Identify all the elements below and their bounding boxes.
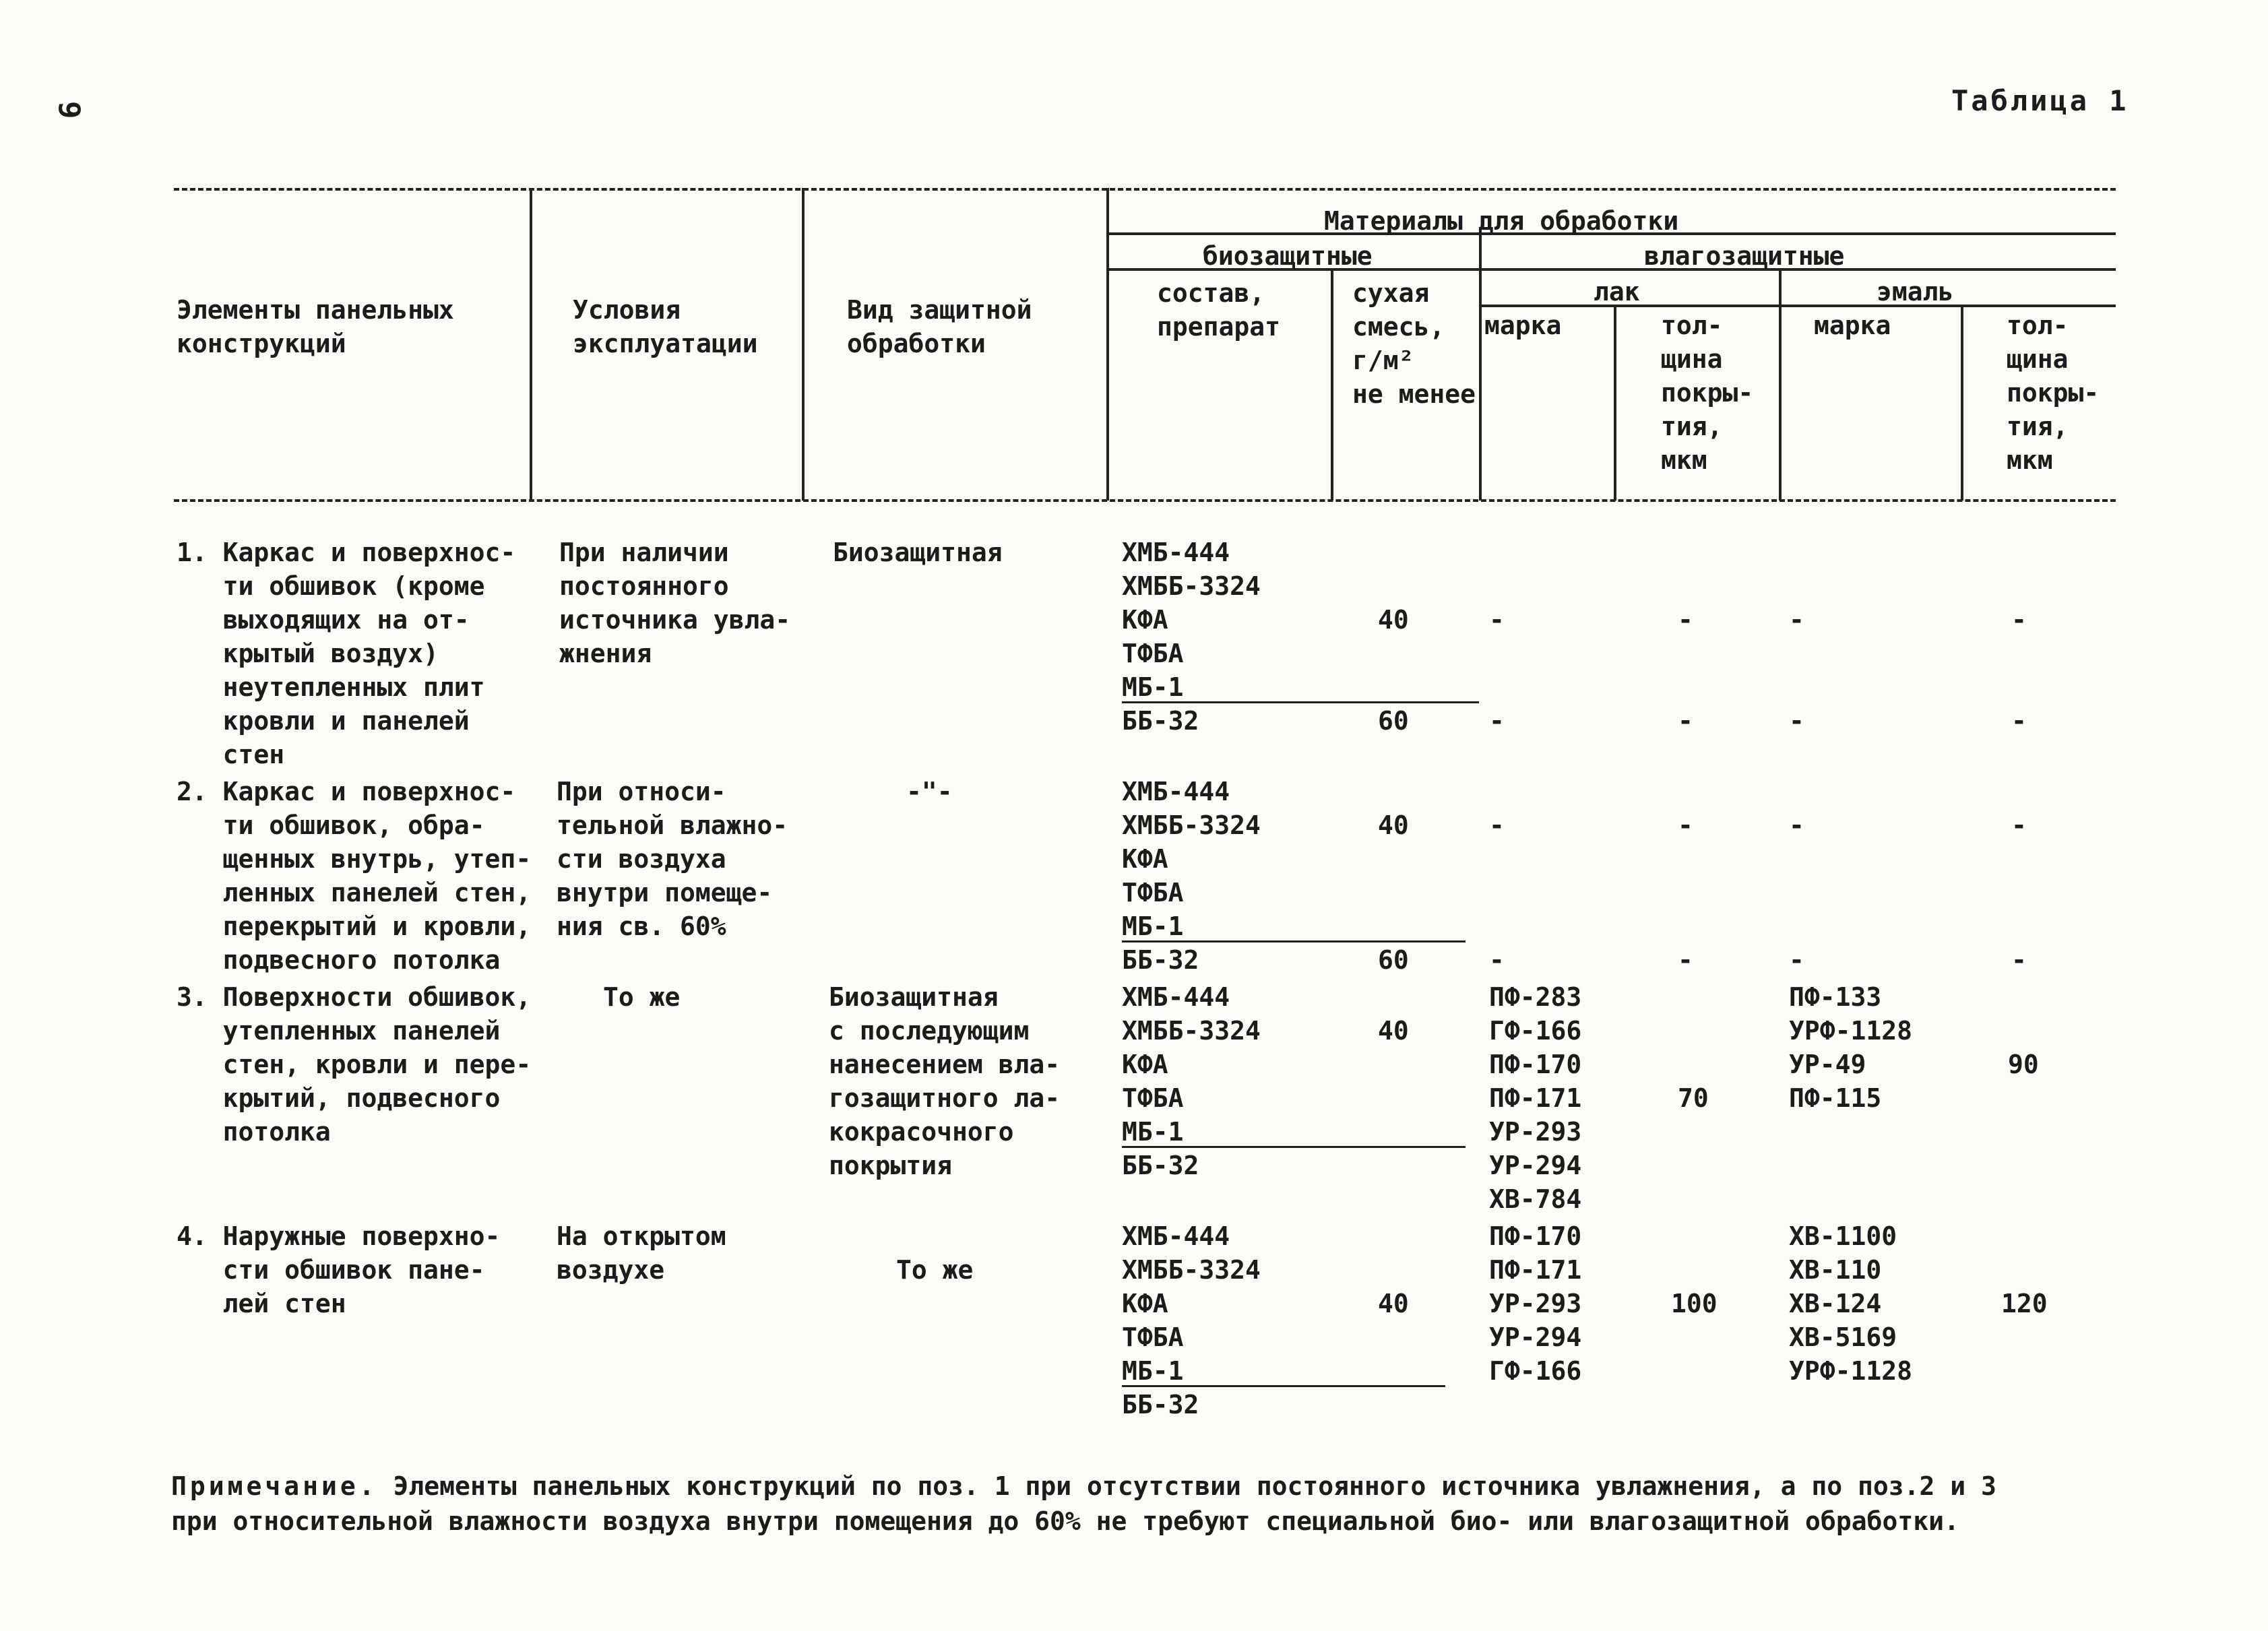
header-dry-mix: сухая смесь, г/м² не менее bbox=[1352, 278, 1476, 409]
row-dash: - bbox=[1489, 945, 1505, 975]
row-treatment: То же bbox=[896, 1255, 974, 1285]
note-text: Элементы панельных конструкций по поз. 1 при отсутствии постоянного источника увлажнения, а по поз.2 и 3 при относительной влажности воздуха внутри помещения до 60% не требуют специальной био- или влагозащитной обработки. bbox=[171, 1471, 1996, 1536]
header-enamel: эмаль bbox=[1877, 277, 1954, 307]
row-composition: ХМБ-444 ХМББ-3324 КФА ТФБА МБ-1 ББ-32 bbox=[1122, 982, 1261, 1180]
row-conditions: На открытом воздухе bbox=[557, 1221, 726, 1285]
row-dash: - bbox=[1678, 945, 1693, 975]
row-dash: - bbox=[1789, 706, 1804, 736]
row-dash: - bbox=[1678, 605, 1693, 635]
row-dash: - bbox=[2011, 605, 2027, 635]
row-lacquer-thickness: 70 bbox=[1678, 1083, 1709, 1113]
row-treatment: Биозащитная с последующим нанесением вла- гозащитного ла- кокрасочного покрытия bbox=[829, 982, 1061, 1180]
column-divider bbox=[530, 188, 532, 501]
row-dash: - bbox=[2011, 706, 2027, 736]
composition-divider bbox=[1122, 1385, 1445, 1387]
row-dry-mix: 60 bbox=[1378, 706, 1409, 736]
row-composition: ХМБ-444 ХМББ-3324 КФА ТФБА МБ-1 ББ-32 bbox=[1122, 1221, 1261, 1419]
row-conditions: При наличии постоянного источника увла- жнения bbox=[559, 538, 791, 668]
header-materials: Материалы для обработки bbox=[1324, 206, 1679, 236]
row-treatment: -"- bbox=[906, 777, 953, 806]
row-conditions: То же bbox=[603, 982, 681, 1012]
row-dash: - bbox=[2011, 945, 2027, 975]
table-label: Таблица 1 bbox=[1951, 84, 2129, 117]
row-dry-mix: 40 bbox=[1378, 810, 1409, 840]
page-number: 9 bbox=[52, 101, 86, 119]
row-dash: - bbox=[2011, 810, 2027, 840]
column-divider bbox=[1961, 305, 1963, 501]
row-dash: - bbox=[1789, 810, 1804, 840]
row-composition: ХМБ-444 ХМББ-3324 КФА ТФБА МБ-1 ББ-32 bbox=[1122, 777, 1261, 975]
row-dry-mix: 40 bbox=[1378, 1016, 1409, 1046]
header-lacquer-thickness: тол- щина покры- тия, мкм bbox=[1661, 311, 1754, 475]
row-dash: - bbox=[1678, 706, 1693, 736]
header-enamel-thickness: тол- щина покры- тия, мкм bbox=[2007, 311, 2100, 475]
column-divider bbox=[1779, 268, 1782, 501]
row-element: 4. Наружные поверхно- сти обшивок пане- лей стен bbox=[177, 1221, 501, 1318]
header-enamel-brand: марка bbox=[1814, 311, 1891, 340]
row-dash: - bbox=[1489, 706, 1505, 736]
row-element: 3. Поверхности обшивок, утепленных панелей стен, кровли и пере- крытий, подвесного потолка bbox=[177, 982, 532, 1147]
row-enamel-thickness: 120 bbox=[2001, 1289, 2048, 1318]
row-dry-mix: 60 bbox=[1378, 945, 1409, 975]
row-dry-mix: 40 bbox=[1378, 605, 1409, 635]
row-dash: - bbox=[1489, 810, 1505, 840]
composition-divider bbox=[1122, 701, 1479, 703]
note-lead: Примечание. bbox=[171, 1471, 378, 1501]
row-dash: - bbox=[1789, 945, 1804, 975]
header-bio: биозащитные bbox=[1203, 241, 1373, 271]
row-enamel-brands: ПФ-133 УРФ-1128 УР-49 ПФ-115 bbox=[1789, 982, 1913, 1113]
column-divider bbox=[1331, 268, 1333, 501]
lacquer-enamel-rule bbox=[1479, 305, 2116, 307]
row-element: 1. Каркас и поверхнос- ти обшивок (кроме выходящих на от- крытый воздух) неутепленных плит кровли и панелей стен bbox=[177, 538, 516, 769]
row-dash: - bbox=[1489, 605, 1505, 635]
table-note bbox=[171, 1469, 2058, 1539]
composition-divider bbox=[1122, 940, 1466, 942]
row-dash: - bbox=[1678, 810, 1693, 840]
row-composition: ХМБ-444 ХМББ-3324 КФА ТФБА МБ-1 ББ-32 bbox=[1122, 538, 1261, 736]
row-enamel-thickness: 90 bbox=[2008, 1050, 2039, 1079]
composition-divider bbox=[1122, 1146, 1466, 1148]
header-elements: Элементы панельных конструкций bbox=[177, 295, 454, 358]
row-conditions: При относи- тельной влажно- сти воздуха внутри помеще- ния св. 60% bbox=[557, 777, 788, 941]
header-composition: состав, препарат bbox=[1157, 278, 1281, 342]
header-lacquer-brand: марка bbox=[1484, 311, 1562, 340]
row-element: 2. Каркас и поверхнос- ти обшивок, обра- щенных внутрь, утеп- ленных панелей стен, перекрытий и кровли, подвесного потолка bbox=[177, 777, 532, 975]
row-lacquer-brands: ПФ-170 ПФ-171 УР-293 УР-294 ГФ-166 bbox=[1489, 1221, 1582, 1386]
row-dash: - bbox=[1789, 605, 1804, 635]
table-top-rule bbox=[174, 188, 2116, 191]
row-treatment: Биозащитная bbox=[833, 538, 1003, 567]
header-lacquer: лак bbox=[1594, 277, 1640, 307]
row-enamel-brands: ХВ-1100 ХВ-110 ХВ-124 ХВ-5169 УРФ-1128 bbox=[1789, 1221, 1913, 1386]
row-lacquer-thickness: 100 bbox=[1671, 1289, 1718, 1318]
row-dry-mix: 40 bbox=[1378, 1289, 1409, 1318]
column-divider bbox=[1614, 305, 1616, 501]
header-treatment: Вид защитной обработки bbox=[847, 295, 1032, 358]
header-bottom-rule bbox=[174, 499, 2116, 502]
column-divider bbox=[802, 188, 805, 501]
header-conditions: Условия эксплуатации bbox=[573, 295, 758, 358]
row-lacquer-brands: ПФ-283 ГФ-166 ПФ-170 ПФ-171 УР-293 УР-294 ХВ-784 bbox=[1489, 982, 1582, 1214]
column-divider bbox=[1479, 232, 1482, 501]
header-moisture: влагозащитные bbox=[1644, 241, 1845, 271]
